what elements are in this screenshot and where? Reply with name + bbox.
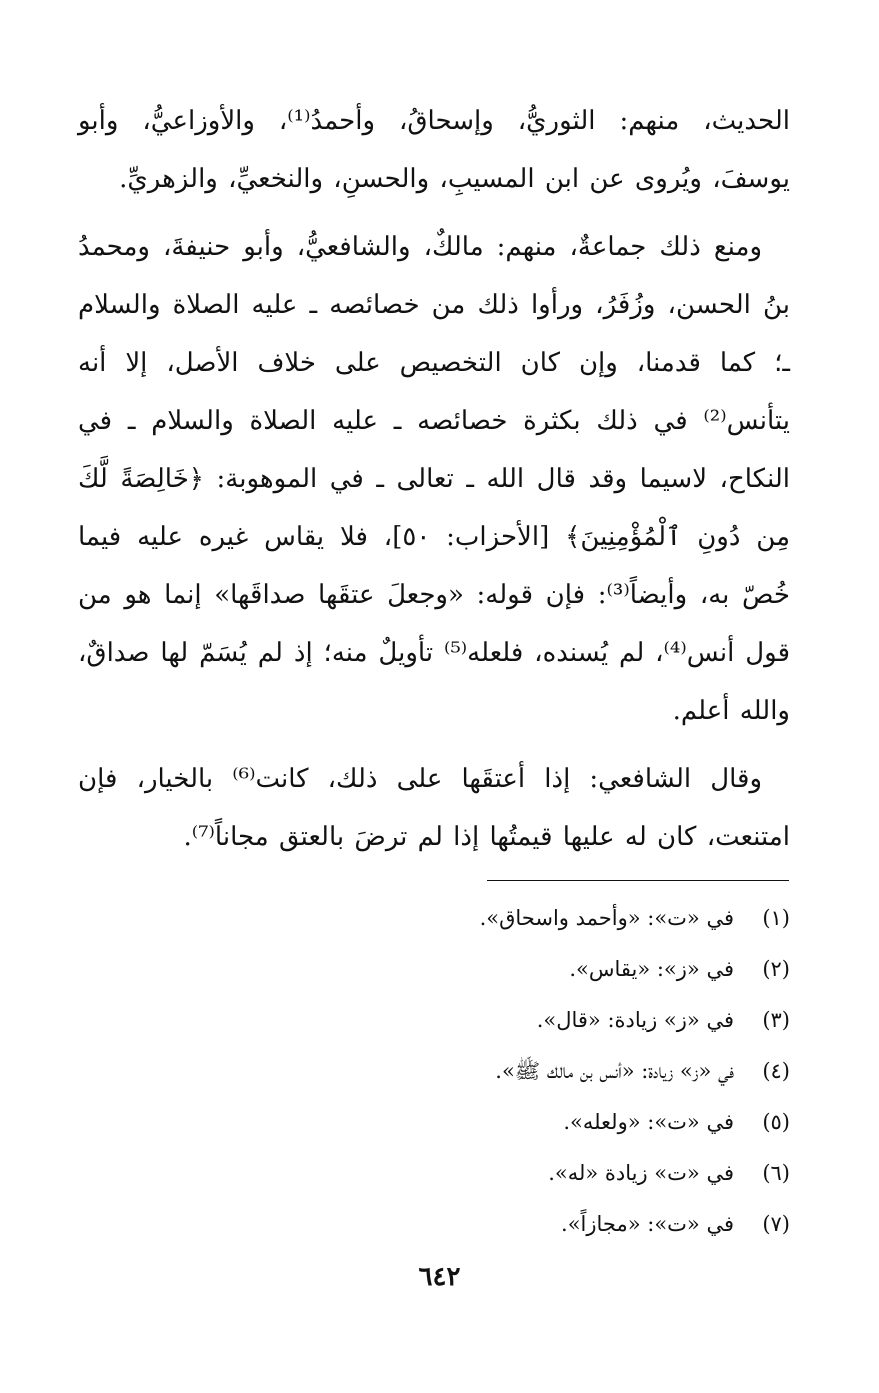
footnote-number: (٣) [762, 1008, 790, 1032]
footnote-4 [200, 1046, 790, 1097]
footnote-number: (٤) [762, 1059, 790, 1083]
footnote-text: في «ز» زيادة: «أنس بن مالك ﷺ». [495, 1059, 734, 1083]
footnote-text: في «ت»: «وأحمد واسحاق». [479, 906, 734, 930]
footnote-5 [200, 1097, 790, 1148]
footnote-text: في «ز»: «يقاس». [569, 957, 734, 981]
paragraph-2: ومنع ذلك جماعةٌ، منهم: مالكٌ، والشافعيُّ، وأبو حنيفةَ، ومحمدُ بنُ الحسن، وزُفَرُ، ورأوا ذلك من خصائصه ـ عليه الصلاة والسلام ـ؛ كما قدمنا، وإن كان التخصيص على خلاف الأصل، إلا أنه يتأنس⁽²⁾ في ذلك بكثرة خصائصه ـ عليه الصلاة والسلام ـ في النكاح، لاسيما وقد قال الله ـ تعالى ـ في الموهوبة: ﴿خَالِصَةً لَّكَ مِن دُونِ ٱلْمُؤْمِنِينَ﴾ [الأحزاب: ٥٠]، فلا يقاس غيره عليه فيما خُصّ به، وأيضاً⁽³⁾: فإن قوله: «وجعلَ عتقَها صداقَها» إنما هو من قول أنس⁽⁴⁾، لم يُسنده، فلعله⁽⁵⁾ تأويلٌ منه؛ إذ لم يُسَمّ لها صداقٌ، والله أعلم. [78, 232, 790, 726]
footnote-7 [200, 1199, 790, 1250]
footnotes [200, 893, 790, 1250]
paragraph-1: الحديث، منهم: الثوريُّ، وإسحاقُ، وأحمدُ⁽¹⁾، والأوزاعيُّ، وأبو يوسفَ، ويُروى عن ابن المسيبِ، والحسنِ، والنخعيِّ، والزهريِّ. [78, 106, 790, 194]
footnote-number: (٧) [762, 1212, 790, 1236]
paragraph-3: وقال الشافعي: إذا أعتقَها على ذلك، كانت⁽⁶⁾ بالخيار، فإن امتنعت، كان له عليها قيمتُها إذا لم ترضَ بالعتق مجاناً⁽⁷⁾. [78, 764, 790, 852]
page-number: ٦٤٢ [418, 1262, 461, 1292]
footnote-text: في «ت» زيادة «له». [548, 1161, 734, 1185]
footnote-text: في «ت»: «ولعله». [563, 1110, 734, 1134]
footnote-number: (٦) [762, 1161, 790, 1185]
footnote-6 [200, 1148, 790, 1199]
footnote-2 [200, 944, 790, 995]
footnote-text: في «ت»: «مجازاً». [561, 1212, 734, 1236]
footnote-number: (٢) [762, 957, 790, 981]
footnote-number: (٥) [762, 1110, 790, 1134]
footnote-3 [200, 995, 790, 1046]
main-text [78, 92, 790, 876]
footnote-text: في «ز» زيادة: «قال». [536, 1008, 734, 1032]
footnote-separator [487, 880, 789, 881]
footnote-1 [200, 893, 790, 944]
footnote-number: (١) [762, 906, 790, 930]
